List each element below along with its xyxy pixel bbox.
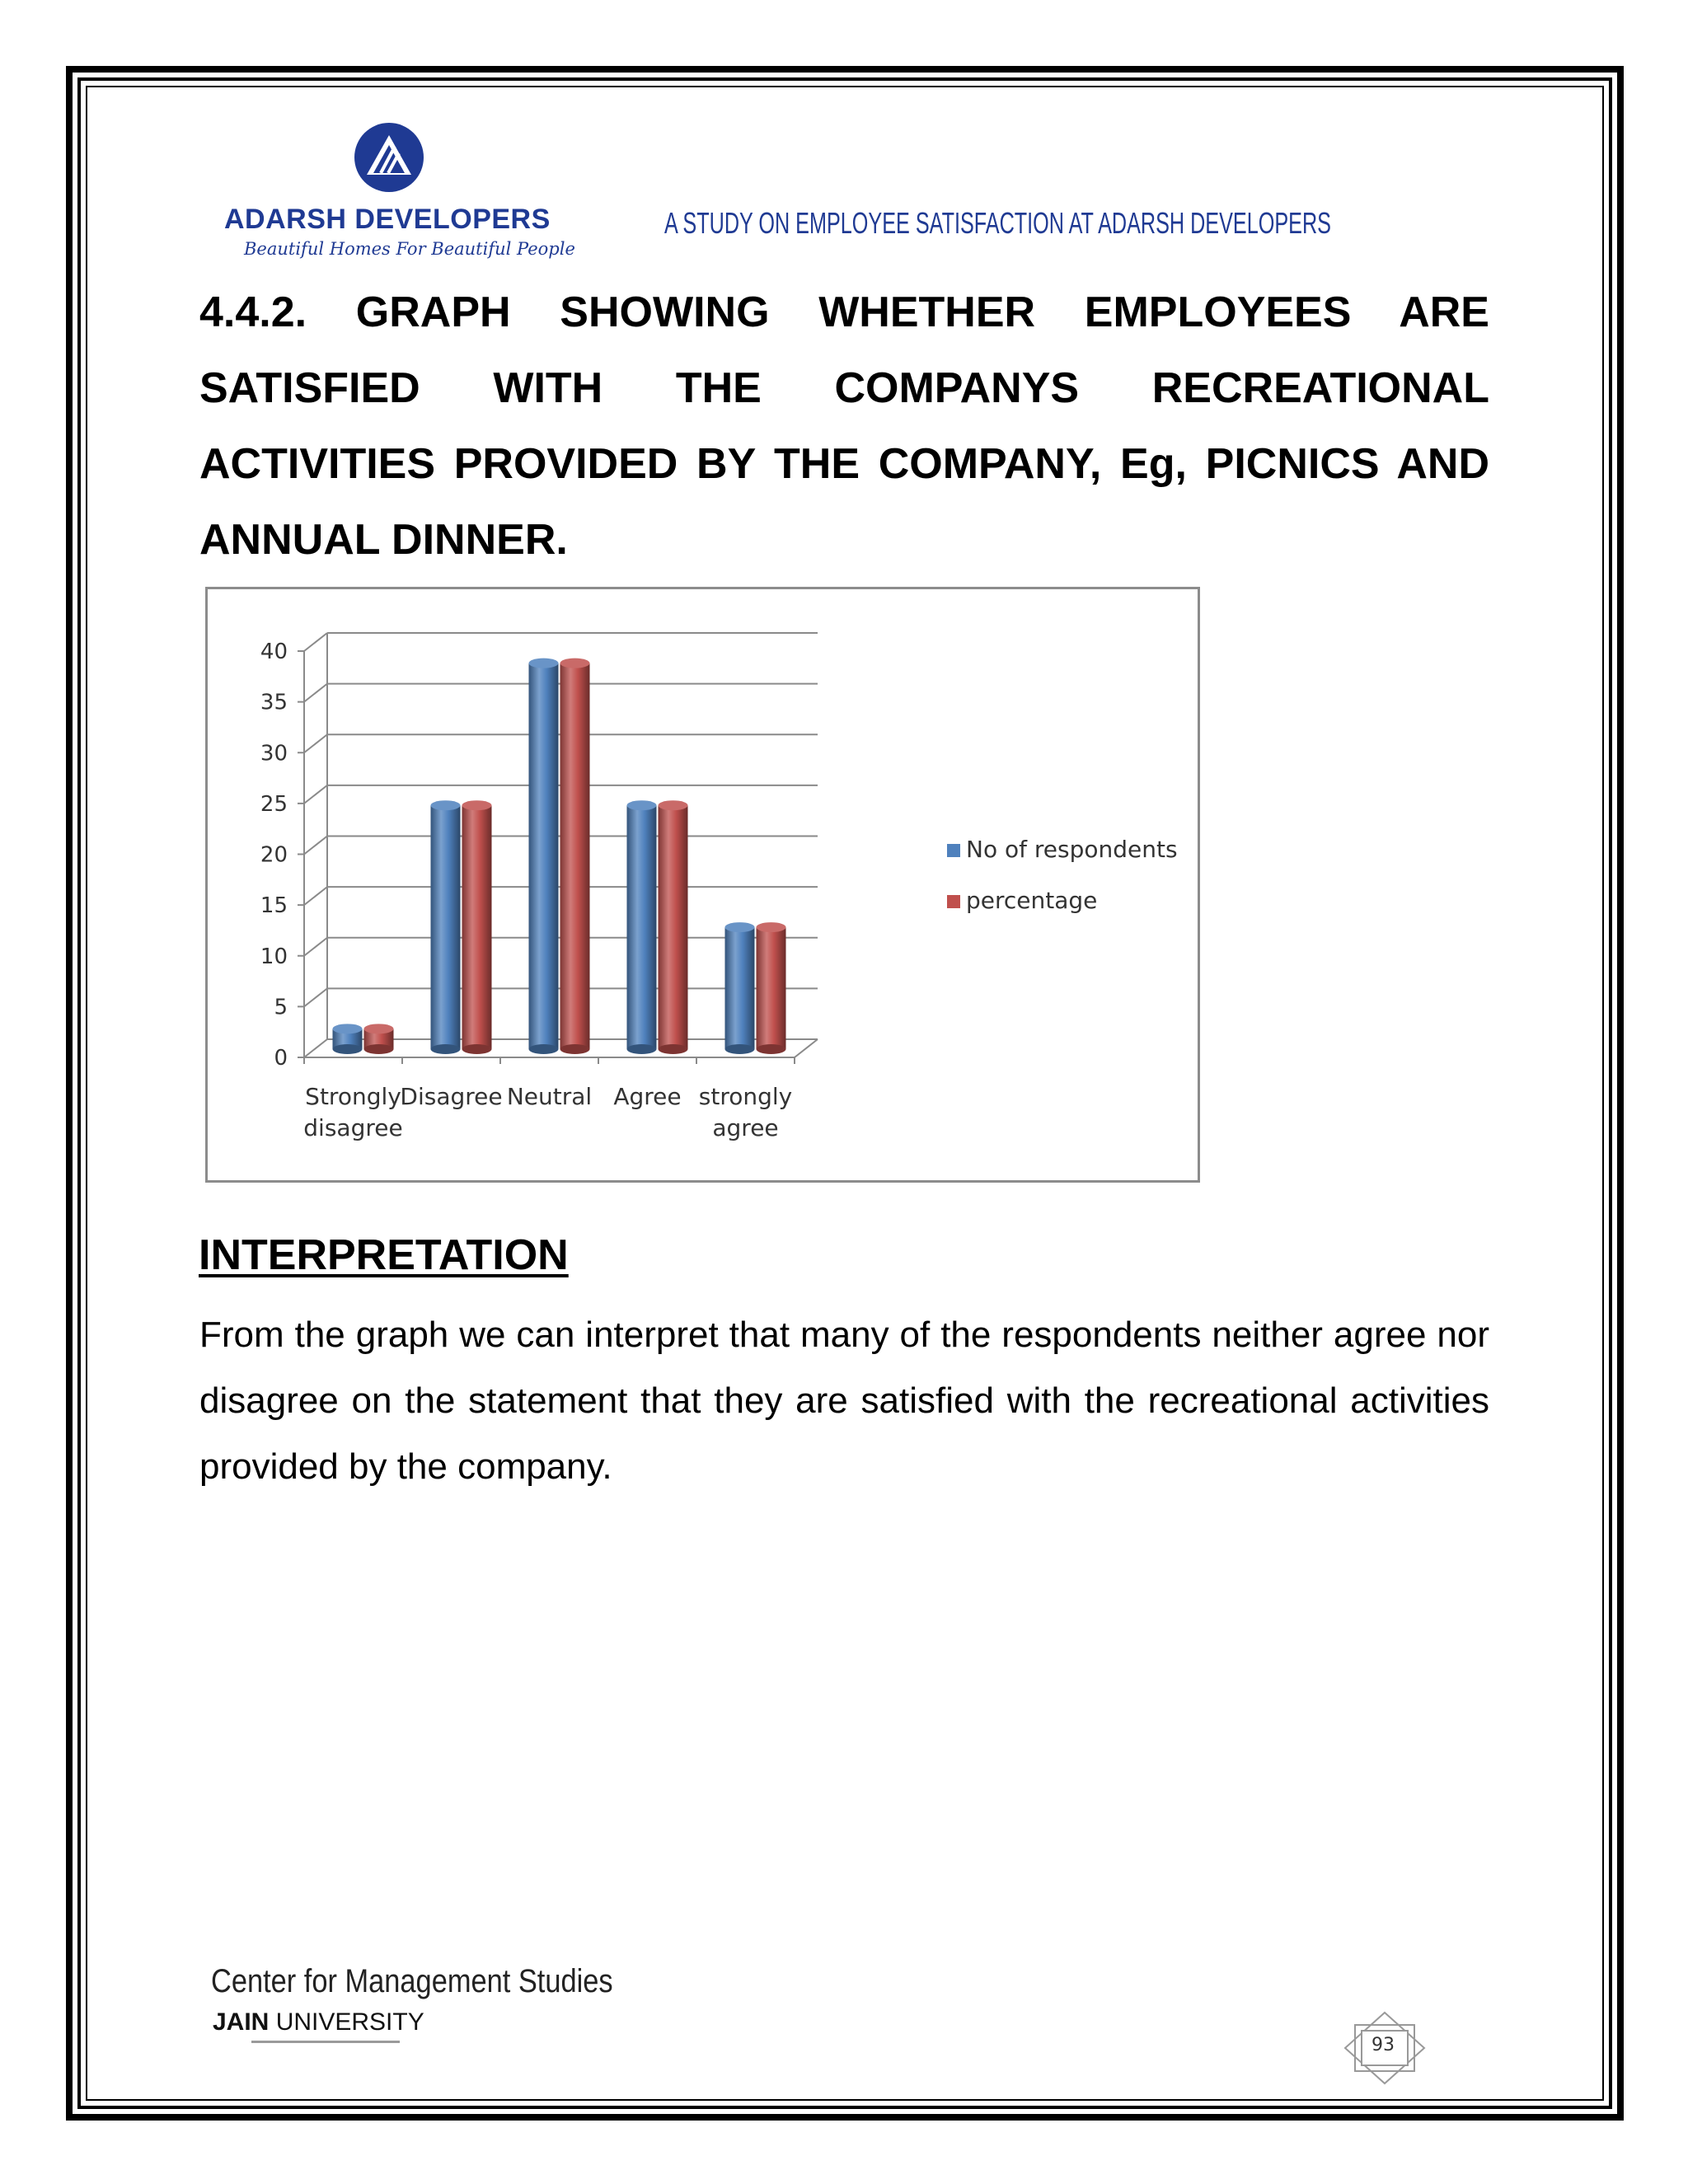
- section-heading: 4.4.2. GRAPH SHOWING WHETHER EMPLOYEES ARE SATISFIED WITH THE COMPANYS RECREATIONAL ACTIVITIES PROVIDED BY THE COMPANY, Eg, PICNICS AND ANNUAL DINNER.: [199, 288, 1489, 564]
- university-name-bold: JAIN: [213, 2008, 270, 2036]
- gridline-depth: [304, 988, 327, 1006]
- gridline-depth: [304, 734, 327, 752]
- bar-top: [333, 1024, 363, 1033]
- gridline-depth: [304, 887, 327, 905]
- bar-base: [333, 1044, 363, 1054]
- floor-edge: [795, 1039, 818, 1057]
- chart-frame: [205, 587, 1200, 1183]
- x-category-label: Agree: [613, 1083, 682, 1110]
- bar-base: [431, 1044, 461, 1054]
- brand-tagline: Beautiful Homes For Beautiful People: [244, 239, 575, 259]
- legend-swatch: [947, 844, 960, 857]
- y-tick-label: 25: [260, 791, 288, 817]
- legend-swatch: [947, 895, 960, 908]
- bar-top: [431, 800, 461, 810]
- footer-university: [213, 2008, 424, 2036]
- bar-top: [529, 658, 559, 668]
- legend-label: No of respondents: [966, 836, 1178, 863]
- y-tick-label: 20: [260, 842, 288, 868]
- bar-base: [462, 1044, 492, 1054]
- bar: [560, 663, 590, 1049]
- bar: [659, 805, 688, 1049]
- interpretation-body: From the graph we can interpret that many of the respondents neither agree nor disagree on the statement that they are satisfied with the recreational activities provided by the company.: [199, 1315, 1489, 1487]
- x-category-label: agree: [712, 1114, 779, 1141]
- y-tick-label: 35: [260, 690, 288, 715]
- company-logo-icon: [354, 122, 424, 193]
- bar-base: [725, 1044, 755, 1054]
- footer-center-name: Center for Management Studies: [211, 1963, 613, 1999]
- bar-chart: [208, 589, 1198, 1180]
- x-category-label: Disagree: [400, 1083, 503, 1110]
- bar: [627, 805, 657, 1049]
- y-tick-label: 10: [260, 944, 288, 969]
- bar-base: [659, 1044, 688, 1054]
- report-title: A STUDY ON EMPLOYEE SATISFACTION AT ADARSH DEVELOPERS: [664, 206, 1331, 240]
- x-category-label: disagree: [303, 1114, 403, 1141]
- gridline-depth: [304, 1039, 327, 1057]
- gridline-depth: [304, 684, 327, 702]
- page-number: 93: [1372, 2035, 1395, 2055]
- bar-top: [659, 800, 688, 810]
- bar-top: [757, 922, 786, 932]
- y-tick-label: 0: [274, 1046, 288, 1071]
- bar-top: [627, 800, 657, 810]
- bar-base: [757, 1044, 786, 1054]
- bar: [431, 805, 461, 1049]
- bar: [529, 663, 559, 1049]
- y-tick-label: 5: [274, 995, 288, 1020]
- bar-top: [462, 800, 492, 810]
- x-category-label: Strongly: [305, 1083, 401, 1110]
- bar: [725, 927, 755, 1049]
- bar-base: [627, 1044, 657, 1054]
- bar-top: [364, 1024, 394, 1033]
- legend-label: percentage: [966, 887, 1098, 914]
- brand-name: ADARSH DEVELOPERS: [224, 204, 551, 235]
- bar-top: [725, 922, 755, 932]
- interpretation-title: INTERPRETATION: [199, 1231, 569, 1279]
- y-tick-label: 30: [260, 741, 288, 766]
- gridline-depth: [304, 837, 327, 855]
- gridline-depth: [304, 633, 327, 651]
- bar-top: [560, 658, 590, 668]
- x-category-label: Neutral: [506, 1083, 593, 1110]
- university-name-rest: UNIVERSITY: [269, 2008, 424, 2036]
- bar-base: [560, 1044, 590, 1054]
- bar-base: [529, 1044, 559, 1054]
- bar: [462, 805, 492, 1049]
- bar-base: [364, 1044, 394, 1054]
- x-category-label: strongly: [698, 1083, 793, 1110]
- gridline-depth: [304, 938, 327, 956]
- y-tick-label: 15: [260, 893, 288, 919]
- y-tick-label: 40: [260, 640, 288, 664]
- bar: [757, 927, 786, 1049]
- footer-fineprint-rule: [251, 2041, 400, 2043]
- gridline-depth: [304, 785, 327, 804]
